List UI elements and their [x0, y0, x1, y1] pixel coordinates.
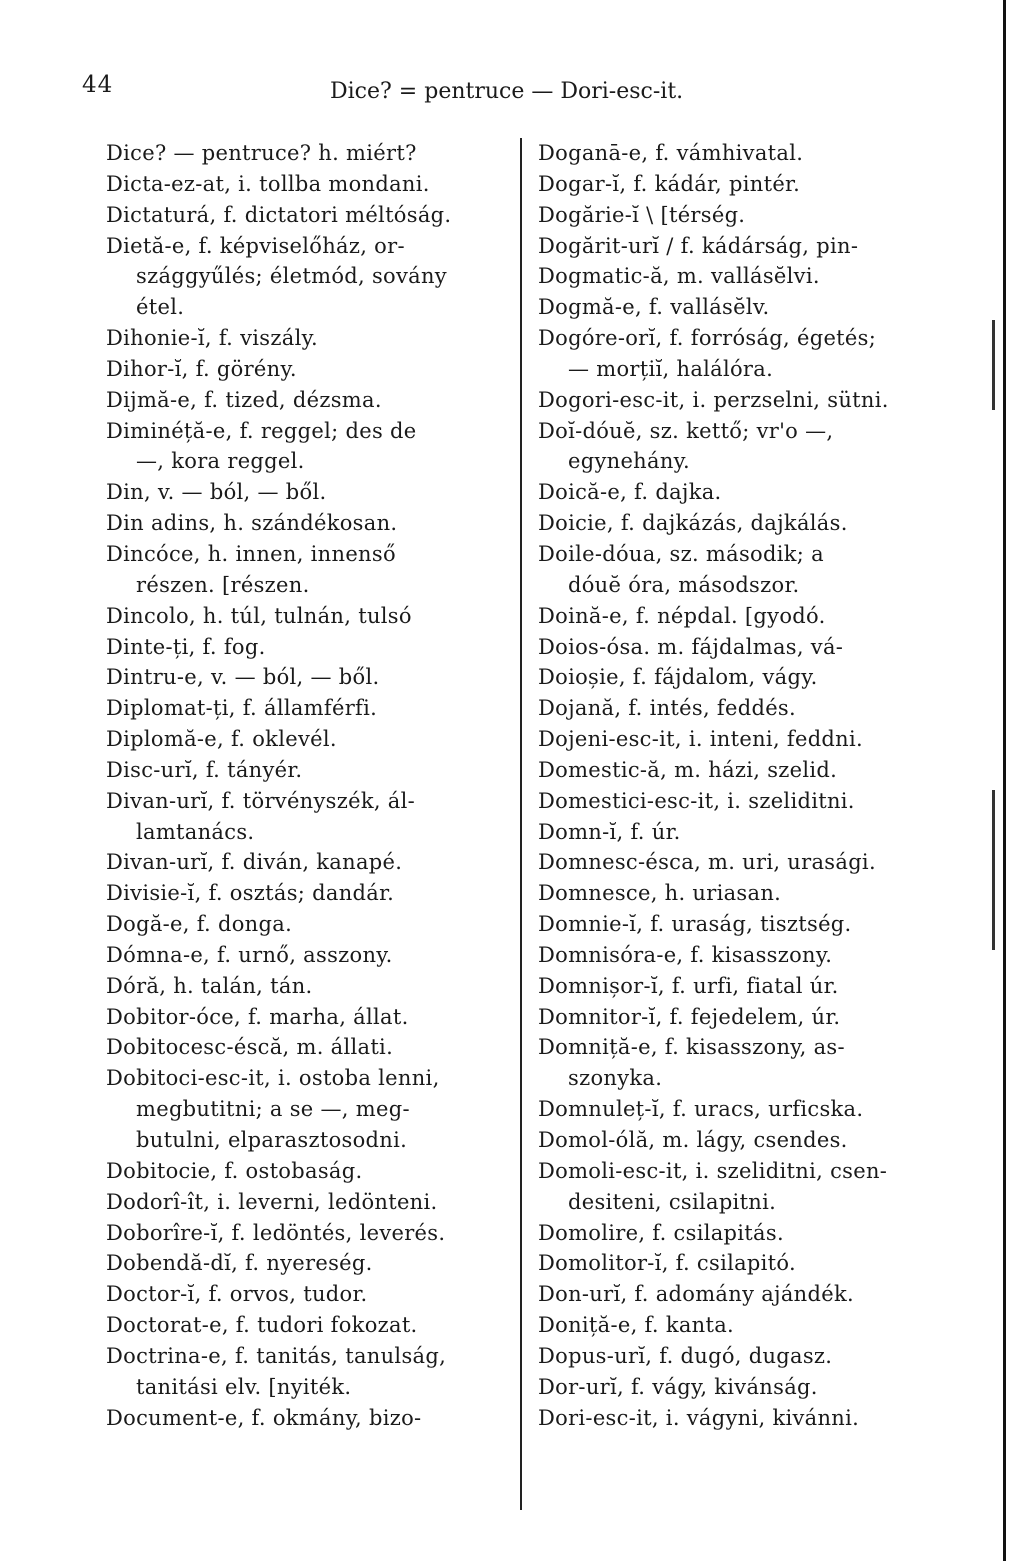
dictionary-line: Domnișor-ĭ, f. urfi, fiatal úr.	[538, 973, 839, 998]
dictionary-line: Doctorat-e, f. tudori fokozat.	[106, 1313, 418, 1338]
dictionary-line: Domnie-ĭ, f. uraság, tisztség.	[538, 912, 852, 937]
dictionary-line: Divan-urĭ, f. diván, kanapé.	[106, 850, 403, 875]
dictionary-line: Domestici-esc-it, i. szeliditni.	[538, 788, 855, 813]
page-edge-mark	[992, 320, 995, 410]
dictionary-line: Dopus-urĭ, f. dugó, dugasz.	[538, 1343, 833, 1368]
dictionary-line: Divisie-ĭ, f. osztás; dandár.	[106, 881, 395, 906]
dictionary-line: szággyűlés; életmód, sovány	[136, 264, 447, 289]
dictionary-line: Dogori-esc-it, i. perzselni, sütni.	[538, 387, 889, 412]
dictionary-line: Dogărie-ĭ \ [térség.	[538, 202, 746, 227]
dictionary-line: Domnuleț-ĭ, f. uracs, urficska.	[538, 1097, 864, 1122]
dictionary-line: Doile-dóua, sz. második; a	[538, 541, 824, 566]
column-divider	[520, 138, 522, 1510]
dictionary-line: dóuĕ óra, másodszor.	[568, 572, 800, 597]
dictionary-line: Dobitocesc-éscă, m. állati.	[106, 1035, 394, 1060]
dictionary-line: desiteni, csilapitni.	[568, 1189, 777, 1214]
dictionary-line: Dodorî-ît, i. leverni, ledönteni.	[106, 1189, 438, 1214]
dictionary-line: Domnesc-ésca, m. uri, urasági.	[538, 850, 876, 875]
dictionary-line: Divan-urĭ, f. törvényszék, ál-	[106, 788, 416, 813]
dictionary-line: Doborîre-ĭ, f. ledöntés, leverés.	[106, 1220, 446, 1245]
dictionary-line: —, kora reggel.	[136, 449, 305, 474]
dictionary-line: Dogărit-urĭ / f. kádárság, pin-	[538, 233, 859, 258]
dictionary-line: Doniță-e, f. kanta.	[538, 1313, 735, 1338]
dictionary-line: Don-urĭ, f. adomány ajándék.	[538, 1282, 854, 1307]
dictionary-line: Domolitor-ĭ, f. csilapitó.	[538, 1251, 796, 1276]
dictionary-line: Doios-ósa. m. fájdalmas, vá-	[538, 634, 844, 659]
page-number: 44	[82, 72, 114, 98]
dictionary-line: Dobitocie, f. ostobaság.	[106, 1158, 363, 1183]
dictionary-line: tanitási elv. [nyiték.	[136, 1374, 352, 1399]
dictionary-line: étel.	[136, 295, 185, 320]
dictionary-line: Dogmatic-ă, m. vallásĕlvi.	[538, 264, 820, 289]
dictionary-line: Dogóre-orĭ, f. forróság, égetés;	[538, 326, 877, 351]
dictionary-line: Dobitoci-esc-it, i. ostoba lenni,	[106, 1066, 440, 1091]
dictionary-line: Dincolo, h. túl, tulnán, tulsó	[106, 603, 412, 628]
dictionary-line: Domn-ĭ, f. úr.	[538, 819, 681, 844]
dictionary-line: Dihor-ĭ, f. görény.	[106, 356, 297, 381]
dictionary-line: Dicta-ez-at, i. tollba mondani.	[106, 171, 430, 196]
dictionary-line: Dóră, h. talán, tán.	[106, 973, 313, 998]
dictionary-line: Dihonie-ĭ, f. viszály.	[106, 326, 318, 351]
dictionary-line: Dintru-e, v. — ból, — ből.	[106, 665, 380, 690]
dictionary-line: Diplomat-ți, f. államférfi.	[106, 696, 378, 721]
dictionary-line: Dincóce, h. innen, innenső	[106, 541, 396, 566]
left-column	[106, 138, 526, 1433]
dictionary-line: Dice? — pentruce? h. miért?	[106, 141, 417, 165]
dictionary-line: lamtanács.	[136, 819, 255, 844]
dictionary-line: Dinte-ți, f. fog.	[106, 634, 266, 659]
dictionary-line: Dojană, f. intés, feddés.	[538, 696, 796, 721]
dictionary-line: Din, v. — ból, — ből.	[106, 480, 327, 505]
dictionary-line: Doicie, f. dajkázás, dajkálás.	[538, 511, 848, 536]
dictionary-line: Domoli-esc-it, i. szeliditni, csen-	[538, 1158, 888, 1183]
dictionary-line: részen. [részen.	[136, 572, 310, 597]
right-column	[538, 138, 978, 1433]
dictionary-line: Dómna-e, f. urnő, asszony.	[106, 942, 393, 967]
dictionary-line: Domnesce, h. uriasan.	[538, 881, 782, 906]
dictionary-line: Domniță-e, f. kisasszony, as-	[538, 1035, 845, 1060]
dictionary-line: megbutitni; a se —, meg-	[136, 1097, 410, 1122]
dictionary-line: Doctor-ĭ, f. orvos, tudor.	[106, 1282, 368, 1307]
dictionary-line: Domol-ólă, m. lágy, csendes.	[538, 1128, 848, 1152]
dictionary-line: szonyka.	[568, 1066, 663, 1091]
page-edge-mark	[992, 790, 995, 950]
dictionary-line: Dijmă-e, f. tized, dézsma.	[106, 387, 382, 412]
running-head: Dice? = pentruce — Dori-esc-it.	[330, 79, 684, 104]
dictionary-line: Dogă-e, f. donga.	[106, 912, 293, 937]
dictionary-line: Domolire, f. csilapitás.	[538, 1220, 784, 1245]
dictionary-line: Dori-esc-it, i. vágyni, kivánni.	[538, 1405, 860, 1430]
dictionary-line: Doioșie, f. fájdalom, vágy.	[538, 665, 818, 690]
dictionary-line: Dogar-ĭ, f. kádár, pintér.	[538, 171, 801, 196]
dictionary-line: Dietă-e, f. képviselőház, or-	[106, 233, 405, 258]
page-edge-line	[1003, 0, 1006, 1561]
dictionary-line: Doină-e, f. népdal. [gyodó.	[538, 603, 826, 628]
dictionary-line: Doĭ-dóuĕ, sz. kettő; vr'o —,	[538, 418, 834, 443]
dictionary-line: Dobitor-óce, f. marha, állat.	[106, 1004, 409, 1029]
dictionary-line: Din adins, h. szándékosan.	[106, 511, 398, 536]
dictionary-line: Dogmă-e, f. vallásĕlv.	[538, 295, 770, 320]
dictionary-line: butulni, elparasztosodni.	[136, 1128, 408, 1152]
dictionary-line: Dojeni-esc-it, i. inteni, feddni.	[538, 727, 863, 752]
dictionary-line: Doctrina-e, f. tanitás, tanulság,	[106, 1343, 447, 1368]
dictionary-line: Domnisóra-e, f. kisasszony.	[538, 942, 833, 967]
dictionary-line: Dobendă-dĭ, f. nyereség.	[106, 1251, 373, 1276]
dictionary-line: Diminéță-e, f. reggel; des de	[106, 418, 417, 443]
dictionary-line: Dictaturá, f. dictatori méltóság.	[106, 202, 452, 227]
dictionary-line: Document-e, f. okmány, bizo-	[106, 1405, 422, 1430]
dictionary-line: Disc-urĭ, f. tányér.	[106, 757, 303, 782]
dictionary-line: Dor-urĭ, f. vágy, kivánság.	[538, 1374, 818, 1399]
dictionary-line: Domnitor-ĭ, f. fejedelem, úr.	[538, 1004, 841, 1029]
dictionary-line: Domestic-ă, m. házi, szelid.	[538, 757, 838, 782]
dictionary-line: Doganā-e, f. vámhivatal.	[538, 141, 804, 165]
dictionary-line: Diplomă-e, f. oklevél.	[106, 727, 337, 752]
dictionary-line: Doică-e, f. dajka.	[538, 480, 722, 505]
dictionary-line: egynehány.	[568, 449, 691, 474]
dictionary-line: — morțiĭ, halálóra.	[568, 356, 774, 381]
